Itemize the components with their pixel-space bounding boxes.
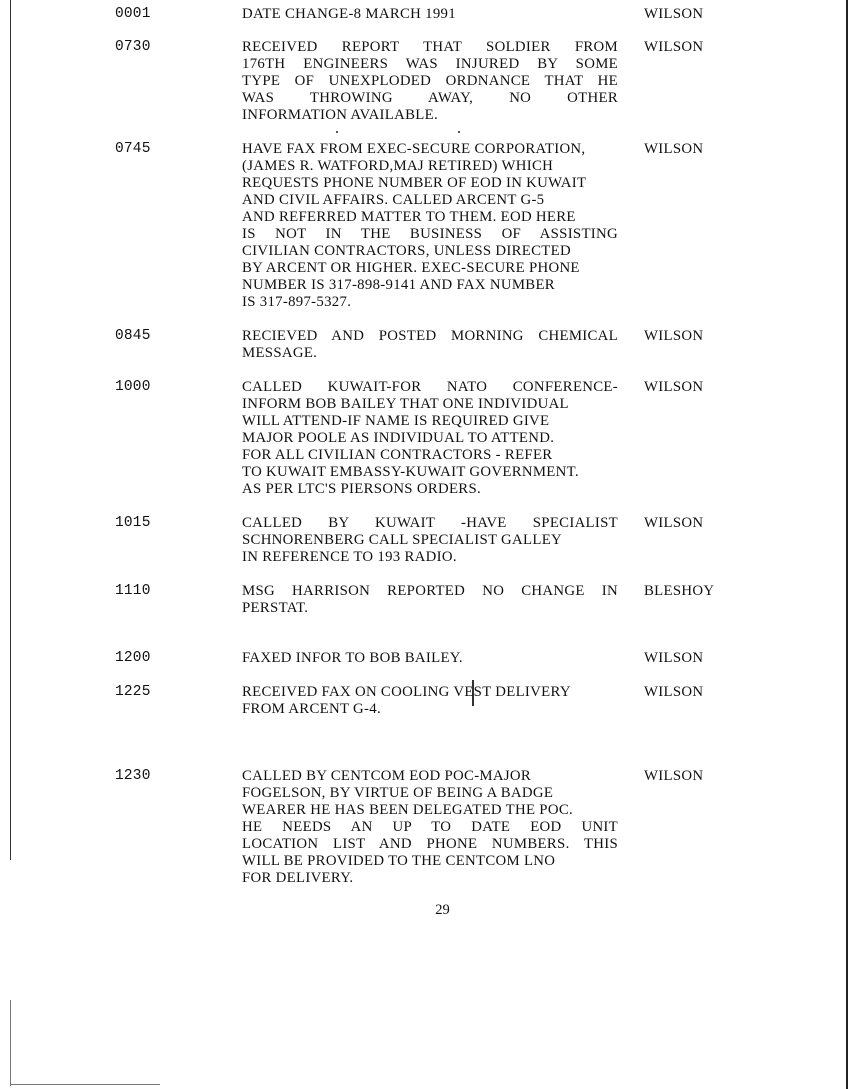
- entry-time: 1200: [115, 650, 151, 666]
- entry-line: FOGELSON, BY VIRTUE OF BEING A BADGE: [242, 785, 554, 801]
- entry-text: [242, 328, 618, 362]
- entry-line: AND CIVIL AFFAIRS. CALLED ARCENT G-5: [242, 192, 545, 208]
- entry-officer: WILSON: [644, 141, 704, 157]
- entry-officer: WILSON: [644, 328, 704, 344]
- entry-text: [242, 583, 618, 617]
- entry-line: RECIEVED AND POSTED MORNING CHEMICAL: [242, 328, 618, 344]
- entry-officer: BLESHOY: [644, 583, 715, 599]
- entry-text: [242, 39, 618, 124]
- entry-officer: WILSON: [644, 6, 704, 22]
- entry-line: CALLED BY CENTCOM EOD POC-MAJOR: [242, 768, 532, 784]
- entry-line: TO KUWAIT EMBASSY-KUWAIT GOVERNMENT.: [242, 464, 579, 480]
- entry-line: RECEIVED FAX ON COOLING VEST DELIVERY: [242, 684, 571, 700]
- entry-officer: WILSON: [644, 39, 704, 55]
- entry-line: IN REFERENCE TO 193 RADIO.: [242, 549, 457, 565]
- entry-time: 1000: [115, 379, 151, 395]
- entry-line: MAJOR POOLE AS INDIVIDUAL TO ATTEND.: [242, 430, 555, 446]
- entry-line: FOR DELIVERY.: [242, 870, 354, 886]
- entry-line: FROM ARCENT G-4.: [242, 701, 381, 717]
- entry-line: HE NEEDS AN UP TO DATE EOD UNIT: [242, 819, 618, 835]
- entry-line: BY ARCENT OR HIGHER. EXEC-SECURE PHONE: [242, 260, 580, 276]
- entry-line: INFORMATION AVAILABLE.: [242, 107, 438, 123]
- page-number: 29: [435, 902, 450, 918]
- entry-line: DATE CHANGE-8 MARCH 1991: [242, 6, 456, 22]
- entry-line: WAS THROWING AWAY, NO OTHER: [242, 90, 618, 106]
- entry-line: REQUESTS PHONE NUMBER OF EOD IN KUWAIT: [242, 175, 587, 191]
- entry-line: NUMBER IS 317-898-9141 AND FAX NUMBER: [242, 277, 555, 293]
- scan-edge-left: [10, 0, 11, 860]
- entry-line: WILL BE PROVIDED TO THE CENTCOM LNO: [242, 853, 556, 869]
- entry-line: RECEIVED REPORT THAT SOLDIER FROM: [242, 39, 618, 55]
- entry-line: IS 317-897-5327.: [242, 294, 352, 310]
- entry-line: SCHNORENBERG CALL SPECIALIST GALLEY: [242, 532, 563, 548]
- entry-time: 1225: [115, 684, 151, 700]
- entry-text: [242, 768, 618, 887]
- entry-line: INFORM BOB BAILEY THAT ONE INDIVIDUAL: [242, 396, 569, 412]
- entry-line: CALLED KUWAIT-FOR NATO CONFERENCE-: [242, 379, 618, 395]
- entry-line: CALLED BY KUWAIT -HAVE SPECIALIST: [242, 515, 618, 531]
- entry-line: (JAMES R. WATFORD,MAJ RETIRED) WHICH: [242, 158, 554, 174]
- entry-officer: WILSON: [644, 684, 704, 700]
- entry-time: 0001: [115, 6, 151, 22]
- entry-officer: WILSON: [644, 515, 704, 531]
- entry-line: FAXED INFOR TO BOB BAILEY.: [242, 650, 463, 666]
- entry-line: WILL ATTEND-IF NAME IS REQUIRED GIVE: [242, 413, 550, 429]
- entry-text: [242, 6, 618, 23]
- entry-line: IS NOT IN THE BUSINESS OF ASSISTING: [242, 226, 618, 242]
- entry-text: [242, 650, 618, 667]
- entry-text: [242, 515, 618, 566]
- entry-time: 0730: [115, 39, 151, 55]
- entry-line: WEARER HE HAS BEEN DELEGATED THE POC.: [242, 802, 573, 818]
- entry-line: PERSTAT.: [242, 600, 309, 616]
- scan-edge-left-lower: [10, 1000, 11, 1086]
- entry-officer: WILSON: [644, 768, 704, 784]
- entry-officer: WILSON: [644, 379, 704, 395]
- scan-edge-right: [846, 0, 848, 1089]
- entry-line: AS PER LTC'S PIERSONS ORDERS.: [242, 481, 482, 497]
- entry-time: 1110: [115, 583, 151, 599]
- entry-line: TYPE OF UNEXPLODED ORDNANCE THAT HE: [242, 73, 618, 89]
- entry-line: HAVE FAX FROM EXEC-SECURE CORPORATION,: [242, 141, 586, 157]
- entry-text: [242, 684, 618, 718]
- entry-officer: WILSON: [644, 650, 704, 666]
- entry-line: MSG HARRISON REPORTED NO CHANGE IN: [242, 583, 618, 599]
- entry-line: AND REFERRED MATTER TO THEM. EOD HERE: [242, 209, 576, 225]
- entry-time: 1230: [115, 768, 151, 784]
- entry-line: 176TH ENGINEERS WAS INJURED BY SOME: [242, 56, 618, 72]
- entry-line: LOCATION LIST AND PHONE NUMBERS. THIS: [242, 836, 618, 852]
- entry-time: 0845: [115, 328, 151, 344]
- scan-speck: [458, 131, 460, 133]
- entry-time: 0745: [115, 141, 151, 157]
- entry-text: [242, 141, 618, 311]
- entry-line: FOR ALL CIVILIAN CONTRACTORS - REFER: [242, 447, 553, 463]
- scan-edge-bottom: [10, 1084, 160, 1085]
- scan-speck: [336, 131, 338, 133]
- entry-line: MESSAGE.: [242, 345, 318, 361]
- entry-line: CIVILIAN CONTRACTORS, UNLESS DIRECTED: [242, 243, 571, 259]
- entry-text: [242, 379, 618, 498]
- entry-time: 1015: [115, 515, 151, 531]
